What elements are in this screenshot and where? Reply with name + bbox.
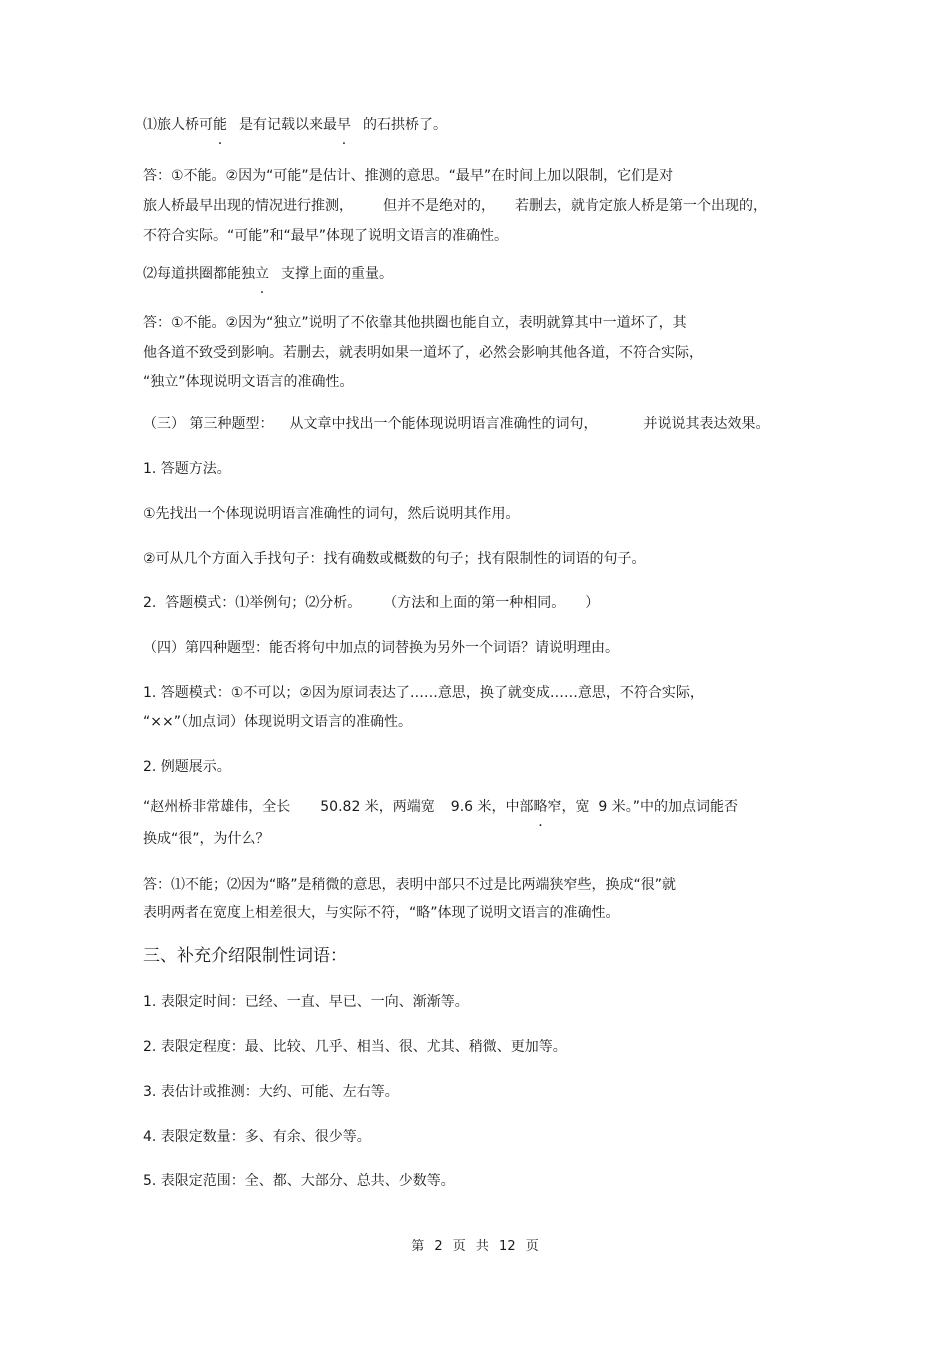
dotted-word: 能: [213, 117, 227, 133]
type-3-title: [143, 414, 769, 434]
type-4-model-line-2: “××”（加点词）体现说明文语言的准确性。: [143, 714, 412, 730]
limit-word-item: 4. 表限定数量：多、有余、很少等。: [143, 1129, 371, 1145]
type-3-method: 1. 答题方法。: [143, 461, 231, 477]
answer-1-line-3: 不符合实际。“可能”和“最早”体现了说明文语言的准确性。: [143, 228, 509, 244]
page-number-footer: 第 2 页 共 12 页: [411, 1239, 539, 1254]
type-4-model-line-1: 1. 答题模式：①不可以；②因为原词表达了……意思，换了就变成……意思，不符合实际，: [143, 685, 704, 701]
type-4-answer-line-2: 表明两者在宽度上相差很大，与实际不符，“略”体现了说明文语言的准确性。: [143, 905, 620, 921]
type-4-example-question: [143, 797, 738, 817]
text: （方法和上面的第一种相同。: [383, 595, 566, 611]
text: 窄，宽 9 米。”中的加点词能否: [547, 799, 739, 815]
text: ⑵每道拱圈都能独: [143, 266, 255, 282]
text: 若删去，就肯定旅人桥是第一个出现的，: [515, 198, 767, 214]
answer-2-line-2: 他各道不致受到影响。若删去，就表明如果一道坏了，必然会影响其他各道，不符合实际，: [143, 345, 703, 361]
example-question-1: [143, 115, 447, 135]
type-3-model: [143, 593, 599, 613]
answer-2-line-1: 答：①不能。②因为“独立”说明了不依靠其他拱圈也能自立，表明就算其中一道坏了，其: [143, 315, 687, 331]
section-3-heading: 三、补充介绍限制性词语：: [143, 946, 347, 966]
type-4-example-label: 2. 例题展示。: [143, 759, 231, 775]
text: “赵州桥非常雄伟，全长: [143, 799, 291, 815]
text: 50.82 米，两端宽: [320, 799, 435, 815]
type-3-step-2: ②可从几个方面入手找句子：找有确数或概数的句子；找有限制性的词语的句子。: [143, 551, 646, 567]
text: 9.6 米，中部: [450, 799, 534, 815]
type-4-example-question-cont: 换成“很”，为什么？: [143, 831, 270, 847]
text: 但并不是绝对的，: [383, 198, 495, 214]
type-3-step-1: ①先找出一个体现说明语言准确性的词句，然后说明其作用。: [143, 506, 520, 522]
dotted-word: 立: [255, 266, 269, 282]
limit-word-item: 5. 表限定范围：全、都、大部分、总共、少数等。: [143, 1173, 455, 1189]
text: 支撑上面的重量。: [281, 266, 393, 282]
text: ⑴旅人桥可: [143, 117, 213, 133]
text: 的石拱桥了。: [363, 117, 447, 133]
text: 是有记载以来最: [239, 117, 337, 133]
limit-word-item: 2. 表限定程度：最、比较、几乎、相当、很、尤其、稍微、更加等。: [143, 1039, 567, 1055]
example-question-2: [143, 264, 393, 284]
text: （三） 第三种题型：: [143, 416, 274, 432]
dotted-word: 早: [337, 117, 351, 133]
type-4-title: （四）第四种题型：能否将句中加点的词替换为另外一个词语？请说明理由。: [143, 640, 619, 656]
text: ）: [585, 595, 600, 611]
dotted-word: 略: [533, 799, 548, 815]
limit-word-item: 1. 表限定时间：已经、一直、早已、一向、渐渐等。: [143, 994, 469, 1010]
text: 2. 答题模式：⑴举例句；⑵分析。: [143, 595, 362, 611]
text: 并说说其表达效果。: [643, 416, 770, 432]
answer-2-line-3: “独立”体现说明文语言的准确性。: [143, 374, 354, 390]
text: 从文章中找出一个能体现说明语言准确性的词句，: [289, 416, 598, 432]
text: 旅人桥最早出现的情况进行推测，: [143, 198, 353, 214]
limit-word-item: 3. 表估计或推测：大约、可能、左右等。: [143, 1084, 399, 1100]
type-4-answer-line-1: 答：⑴不能；⑵因为“略”是稍微的意思，表明中部只不过是比两端狭窄些，换成“很”就: [143, 877, 677, 893]
answer-1-line-1: 答：①不能。②因为“可能”是估计、推测的意思。“最早”在时间上加以限制，它们是对: [143, 168, 674, 184]
answer-1-line-2: [143, 196, 767, 216]
